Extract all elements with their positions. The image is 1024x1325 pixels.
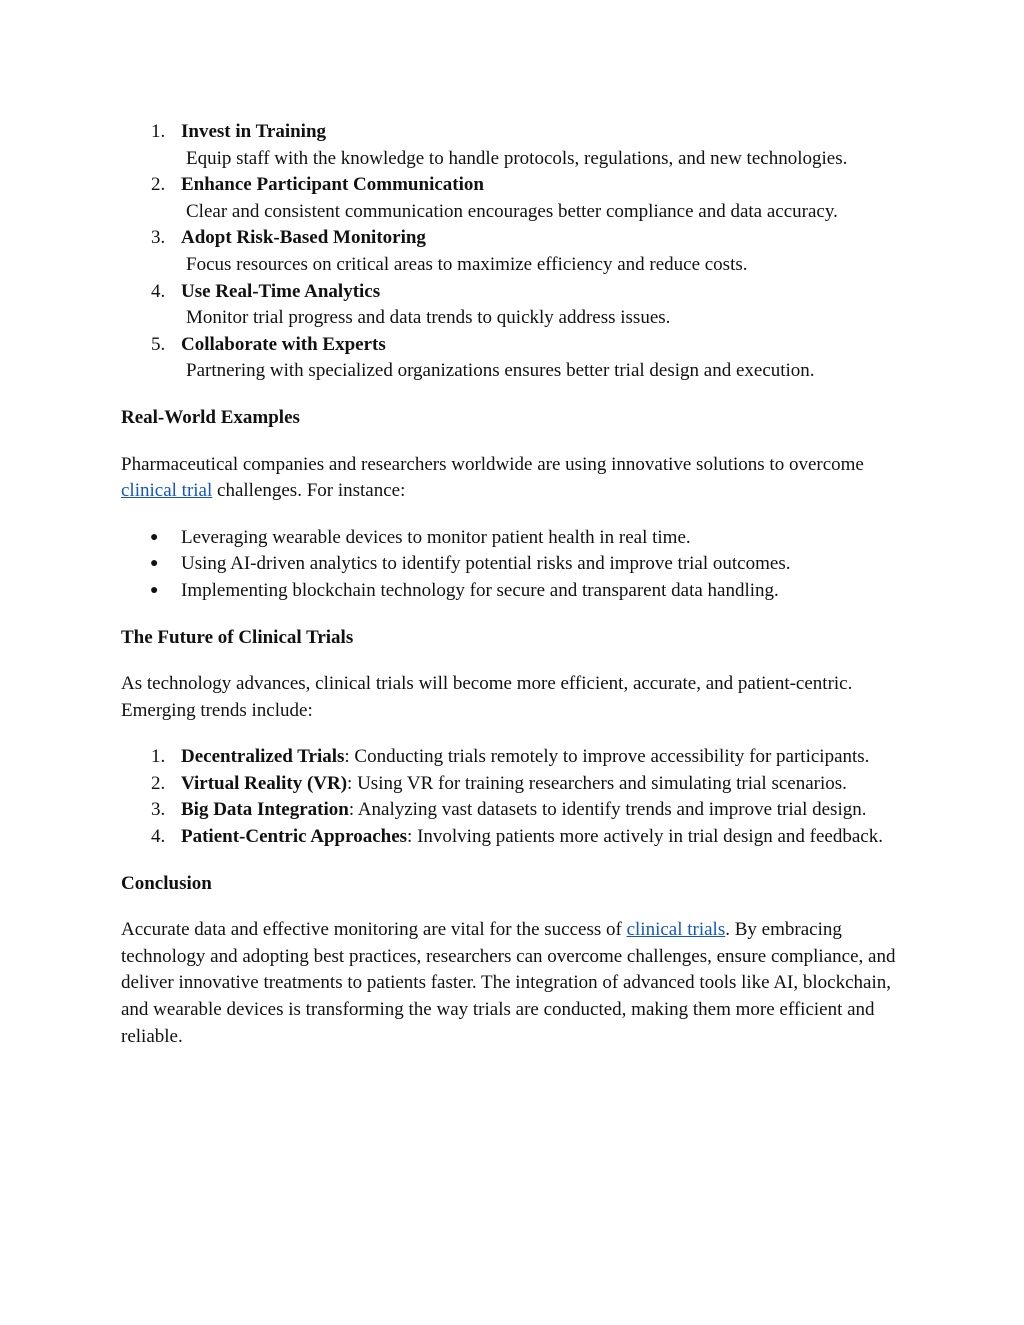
list-number: 2. — [151, 174, 166, 196]
examples-intro-text: Pharmaceutical companies and researchers worldwide are using innovative solutions to overcome — [121, 453, 864, 475]
trend-text: : Involving patients more actively in trial design and feedback. — [407, 826, 883, 848]
list-item — [121, 771, 911, 798]
list-item-description: Focus resources on critical areas to maximize efficiency and reduce costs. — [186, 253, 748, 275]
conclusion-paragraph — [121, 917, 911, 1050]
list-number: 1. — [151, 121, 166, 142]
bullet-icon: ● — [150, 556, 159, 572]
list-number: 2. — [151, 772, 166, 794]
list-item — [121, 119, 911, 172]
list-item — [121, 578, 911, 605]
section-heading-examples: Real-World Examples — [121, 406, 300, 428]
trends-list — [121, 744, 911, 850]
bullet-text: Using AI-driven analytics to identify potential risks and improve trial outcomes. — [181, 553, 791, 575]
list-number: 4. — [151, 826, 166, 848]
trend-term: Decentralized Trials — [181, 746, 345, 768]
trend-text: : Using VR for training researchers and simulating trial scenarios. — [347, 772, 847, 794]
list-item-title: Collaborate with Experts — [181, 333, 386, 355]
section-heading-future: The Future of Clinical Trials — [121, 626, 354, 648]
bullet-text: Leveraging wearable devices to monitor patient health in real time. — [181, 526, 691, 548]
list-item — [121, 797, 911, 824]
list-number: 3. — [151, 799, 166, 821]
clinical-trials-link[interactable]: clinical trials — [626, 919, 726, 941]
section-heading-conclusion: Conclusion — [121, 872, 212, 894]
list-item-description: Clear and consistent communication encourages better compliance and data accuracy. — [186, 200, 838, 222]
examples-intro — [121, 452, 911, 505]
trend-term: Patient-Centric Approaches — [181, 826, 408, 848]
examples-list — [121, 525, 911, 605]
conclusion-text-end: . By embracing technology and adopting best practices, researchers can overcome challenges, ensure compliance, and deliver innovative treatments to patients faster. The integration of advanced tools like AI, blockchain, and wearable devices is transforming the way trials are conducted, making them more efficient and reliable. — [121, 919, 896, 1047]
list-item — [121, 279, 911, 332]
conclusion-text: Accurate data and effective monitoring are vital for the success of — [121, 919, 627, 941]
list-item-description: Partnering with specialized organizations ensures better trial design and execution. — [186, 360, 815, 382]
bullet-text: Implementing blockchain technology for secure and transparent data handling. — [181, 579, 779, 601]
examples-intro-text-end: challenges. For instance: — [212, 480, 406, 502]
list-item-title: Invest in Training — [181, 121, 327, 142]
list-item-title: Adopt Risk-Based Monitoring — [181, 227, 426, 249]
document-page — [121, 119, 911, 1050]
list-item — [121, 824, 911, 851]
list-item — [121, 225, 911, 278]
list-item — [121, 744, 911, 771]
trend-term: Big Data Integration — [181, 799, 349, 821]
best-practices-list — [121, 119, 911, 385]
trend-text: : Analyzing vast datasets to identify trends and improve trial design. — [348, 799, 867, 821]
list-item-title: Use Real-Time Analytics — [181, 280, 381, 302]
list-item — [121, 525, 911, 552]
list-number: 1. — [151, 746, 166, 768]
list-item — [121, 332, 911, 385]
trend-text: : Conducting trials remotely to improve accessibility for participants. — [344, 746, 870, 768]
list-item-description: Monitor trial progress and data trends to quickly address issues. — [186, 307, 671, 329]
list-item — [121, 172, 911, 225]
list-item-title: Enhance Participant Communication — [181, 174, 484, 196]
list-number: 3. — [151, 227, 166, 249]
list-number: 5. — [151, 333, 166, 355]
trend-term: Virtual Reality (VR) — [181, 772, 348, 794]
clinical-trial-link[interactable]: clinical trial — [121, 480, 213, 502]
future-intro: As technology advances, clinical trials will become more efficient, accurate, and patient-centric. Emerging trends include: — [121, 673, 853, 721]
list-number: 4. — [151, 280, 166, 302]
list-item-description: Equip staff with the knowledge to handle protocols, regulations, and new technologies. — [186, 147, 848, 169]
list-item — [121, 551, 911, 578]
bullet-icon: ● — [150, 582, 159, 598]
bullet-icon: ● — [150, 529, 159, 545]
